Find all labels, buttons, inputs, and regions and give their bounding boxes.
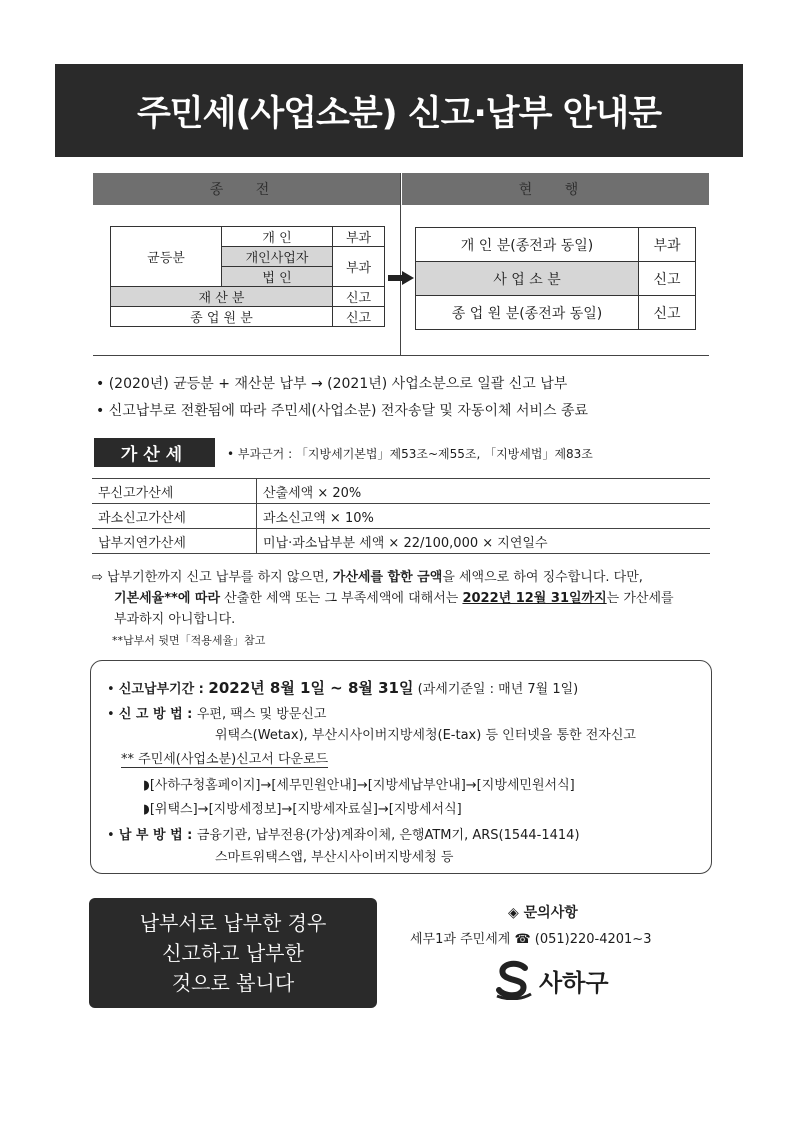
table-cell: 개인사업자 <box>222 247 333 267</box>
table-cell: 개 인 분(종전과 동일) <box>416 228 639 262</box>
payment-method: • 납 부 방 법 : 금융기관, 납부전용(가상)계좌이체, 은행ATM기, ARS(1544-1414) <box>107 828 580 843</box>
table-row <box>92 479 710 504</box>
header-new: 현 행 <box>402 173 709 205</box>
divider <box>400 173 401 355</box>
penalty-tag: 가산세 <box>94 438 215 467</box>
bullet-item: • (2020년) 균등분 + 재산분 납부 → (2021년) 사업소분으로 일괄 신고 납부 <box>96 376 568 392</box>
table-row <box>92 529 710 554</box>
table-cell: 사 업 소 분 <box>416 262 639 296</box>
table-cell: 종 업 원 분 <box>111 307 333 327</box>
table-cell: 균등분 <box>111 227 222 287</box>
contact-line: 세무1과 주민세계 ☎ (051)220-4201~3 <box>410 932 652 947</box>
table-cell: 산출세액 × 20% <box>257 479 711 504</box>
right-arrow-icon <box>388 271 414 285</box>
saha-logo-icon <box>493 960 535 1000</box>
table-cell: 과소신고액 × 10% <box>257 504 711 529</box>
half-circle-icon: ◗ <box>143 802 150 817</box>
table-cell: 개 인 <box>222 227 333 247</box>
bullet-item: • 신고납부로 전환됨에 따라 주민세(사업소분) 전자송달 및 자동이체 서비스 종료 <box>96 403 589 419</box>
table-cell: 신고 <box>639 262 696 296</box>
table-cell: 재 산 분 <box>111 287 333 307</box>
table-cell: 부과 <box>639 228 696 262</box>
table-cell: 종 업 원 분(종전과 동일) <box>416 296 639 330</box>
table-cell: 납부지연가산세 <box>92 529 257 554</box>
new-system-table <box>415 227 696 330</box>
download-path: ◗[위택스]→[지방세정보]→[지방세자료실]→[지방세서식] <box>143 802 462 817</box>
table-cell: 신고 <box>333 307 385 327</box>
penalty-basis: • 부과근거 : 「지방세기본법」제53조~제55조, 「지방세법」제83조 <box>227 447 593 461</box>
table-cell: 과소신고가산세 <box>92 504 257 529</box>
payment-notice-box: 납부서로 납부한 경우 신고하고 납부한 것으로 봅니다 <box>89 898 377 1008</box>
table-cell: 신고 <box>333 287 385 307</box>
notice-paragraph: ⇨ 납부기한까지 신고 납부를 하지 않으면, 가산세를 합한 금액을 세액으로 하여 징수합니다. 다만, 기본세율**에 따라 산출한 세액 또는 그 부족세액에 대해서는 2022년 12월 31일까지는 가산세를 부과하지 아니합니다. <box>92 570 674 627</box>
penalty-table <box>92 478 710 554</box>
header-old: 종 전 <box>93 173 400 205</box>
filing-info-box <box>90 660 712 874</box>
saha-logo: 사하구 <box>493 960 653 1000</box>
download-path: ◗[사하구청홈페이지]→[세무민원안내]→[지방세납부안내]→[지방세민원서식] <box>143 778 575 793</box>
table-cell: 무신고가산세 <box>92 479 257 504</box>
table-cell: 부과 <box>333 247 385 287</box>
table-cell: 부과 <box>333 227 385 247</box>
filing-period: • 신고납부기간 : 2022년 8월 1일 ~ 8월 31일 (과세기준일 : 매년 7월 1일) <box>107 679 579 697</box>
half-circle-icon: ◗ <box>143 778 150 793</box>
download-heading: ** 주민세(사업소분)신고서 다운로드 <box>121 748 328 768</box>
table-cell: 신고 <box>639 296 696 330</box>
divider <box>93 355 709 356</box>
old-system-table <box>110 226 385 327</box>
filing-method-online: 위택스(Wetax), 부산시사이버지방세청(E-tax) 등 인터넷을 통한 전자신고 <box>215 728 636 743</box>
table-cell: 미납·과소납부분 세액 × 22/100,000 × 지연일수 <box>257 529 711 554</box>
hollow-arrow-icon: ⇨ <box>92 570 103 585</box>
table-cell: 법 인 <box>222 267 333 287</box>
filing-method: • 신 고 방 법 : 우편, 팩스 및 방문신고 <box>107 707 327 722</box>
payment-method-more: 스마트위택스앱, 부산시사이버지방세청 등 <box>215 850 454 865</box>
rate-note: **납부서 뒷면「적용세율」참고 <box>112 634 266 647</box>
table-row <box>92 504 710 529</box>
page-title: 주민세(사업소분) 신고·납부 안내문 <box>55 64 743 157</box>
contact-title: ◈ 문의사항 <box>508 905 578 921</box>
